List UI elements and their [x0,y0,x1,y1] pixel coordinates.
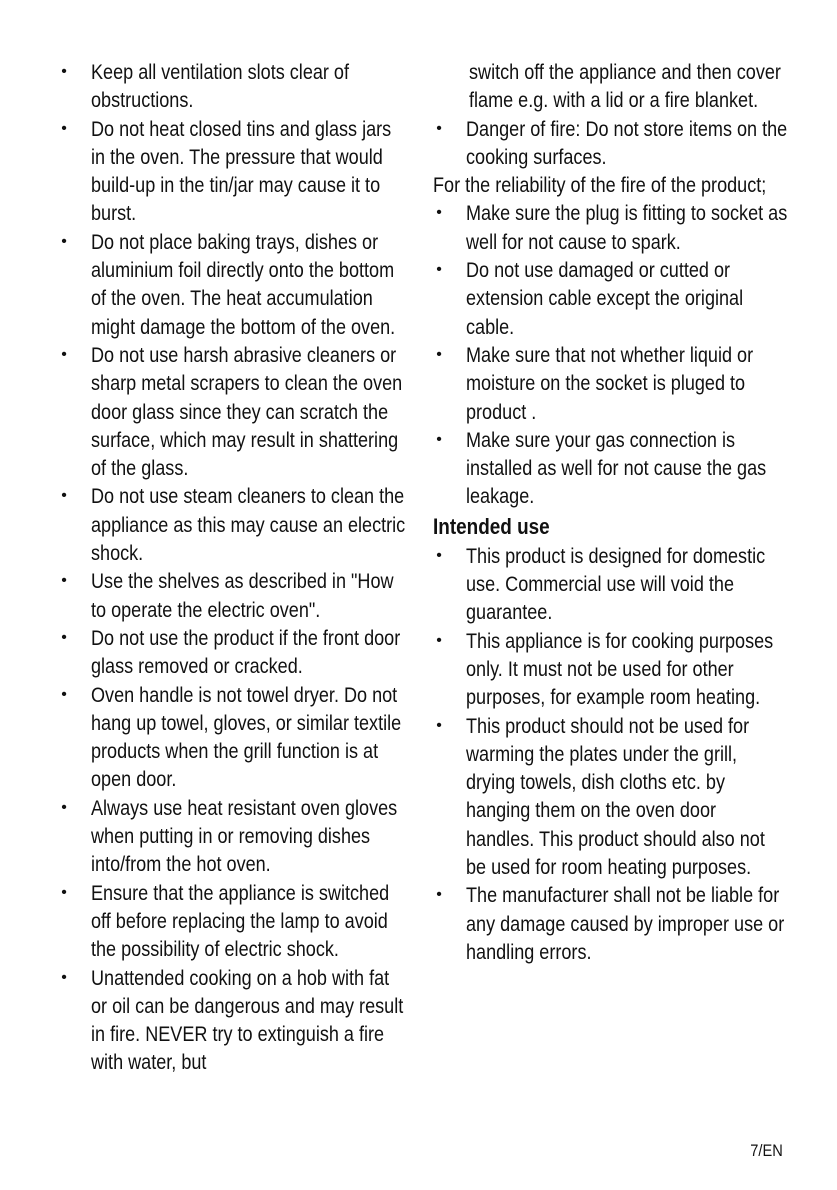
bullet: • [61,883,67,901]
list-item [433,712,788,882]
page-number-text: 7/EN [750,1141,783,1160]
list-item-text: This appliance is for cooking purposes only. It must not be used for other purposes, for example room heating. [466,628,774,710]
list-item [58,567,408,624]
bullet: • [436,716,442,734]
bullet: • [436,204,442,222]
paragraph-text: For the reliability of the fire of the product; [433,173,767,198]
paragraph [433,171,788,199]
bullet: • [436,345,442,363]
bullet: • [436,546,442,564]
list-item-text: Ensure that the appliance is switched off before replacing the lamp to avoid the possibility of electric shock. [91,880,390,962]
list-item [58,681,408,794]
list-item [433,115,788,172]
list-item-text: Always use heat resistant oven gloves when putting in or removing dishes into/from the hot oven. [91,795,398,877]
page-number [745,1140,783,1162]
list-item-text: Do not use the product if the front door glass removed or cracked. [91,625,401,679]
list-item [58,482,408,567]
list-item-text: Make sure the plug is fitting to socket as well for not cause to spark. [466,201,788,254]
bullet: • [61,798,67,816]
bullet: • [61,628,67,646]
list-item [433,426,788,511]
list-item [58,794,408,879]
list-item [433,199,788,256]
list-item [433,256,788,341]
bullet: • [61,487,67,505]
list-item [58,964,408,1077]
list-item-text: This product should not be used for warming the plates under the grill, drying towels, dish cloths etc. by hanging them on the oven door handles. This product should also not be used for room heating purposes. [466,713,765,880]
bullet: • [61,63,67,80]
list-item [58,341,408,482]
bullet: • [436,631,442,649]
list-item-text: Make sure that not whether liquid or moisture on the socket is pluged to product . [466,342,754,424]
list-item-text: This product is designed for domestic use. Commercial use will void the guarantee. [466,543,766,625]
list-item-text: Danger of fire: Do not store items on the cooking surfaces. [466,116,788,169]
bullet: • [436,261,442,279]
bullet: • [61,572,67,590]
list-item-text: Unattended cooking on a hob with fat or oil can be dangerous and may result in fire. NEVER try to extinguish a fire with water, but [91,965,404,1075]
list-item-text: Keep all ventilation slots clear of obstructions. [91,60,350,113]
bullet: • [436,119,442,137]
right-column [433,58,788,966]
bullet: • [61,968,67,986]
continued-text-body: switch off the appliance and then cover flame e.g. with a lid or a fire blanket. [469,60,781,113]
list-item-text: Do not use steam cleaners to clean the appliance as this may cause an electric shock. [91,484,406,566]
list-item [433,341,788,426]
list-item-text: Do not heat closed tins and glass jars in the oven. The pressure that would build-up in the tin/jar may cause it to burst. [91,116,392,226]
list-item [58,115,408,228]
list-item [433,542,788,627]
list-item-text: Make sure your gas connection is installed as well for not cause the gas leakage. [466,427,767,509]
list-item [58,624,408,681]
left-column [58,58,408,1077]
list-item [58,58,408,115]
bullet: • [61,685,67,703]
list-item-text: Do not use harsh abrasive cleaners or sharp metal scrapers to clean the oven door glass since they can scratch the surface, which may result in shattering of the glass. [91,342,403,481]
list-item-text: Do not use damaged or cutted or extension cable except the original cable. [466,258,744,339]
list-item [433,627,788,712]
bullet: • [61,345,67,363]
bullet: • [436,886,442,904]
list-item-text: Oven handle is not towel dryer. Do not hang up towel, gloves, or similar textile products when the grill function is at open door. [91,682,402,792]
bullet: • [436,430,442,448]
bullet: • [61,119,67,137]
list-item [433,881,788,966]
section-heading [433,511,788,542]
list-item [58,228,408,341]
continued-text [433,58,788,115]
section-heading-text: Intended use [433,513,550,539]
list-item-text: Use the shelves as described in "How to operate the electric oven". [91,569,394,622]
list-item [58,879,408,964]
list-item-text: Do not place baking trays, dishes or aluminium foil directly onto the bottom of the oven. The heat accumulation might damage the bottom of the oven. [91,229,396,339]
bullet: • [61,232,67,250]
list-item-text: The manufacturer shall not be liable for any damage caused by improper use or handling errors. [466,883,785,964]
